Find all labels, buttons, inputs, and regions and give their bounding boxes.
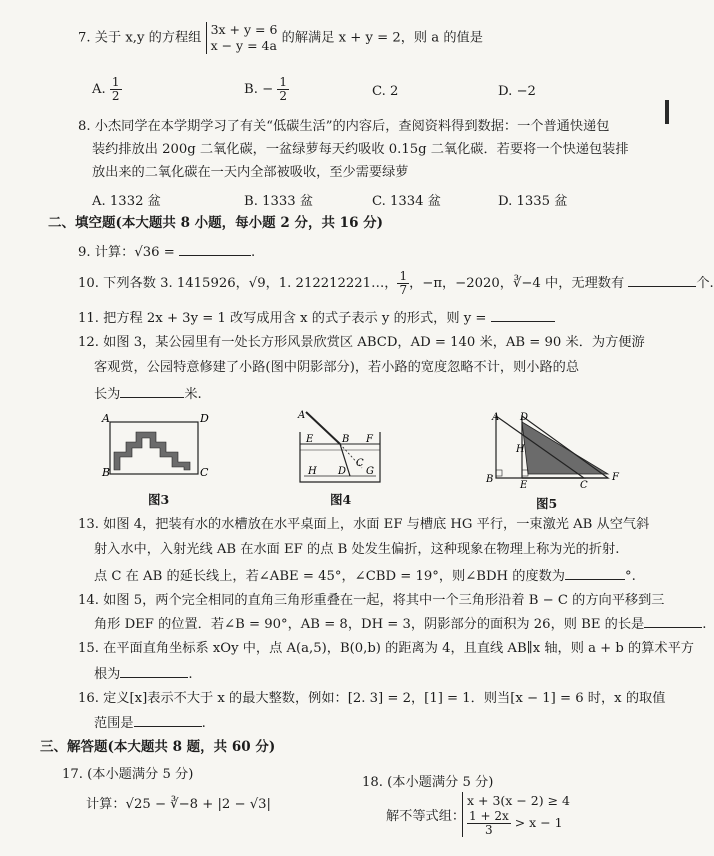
q15-answer-blank[interactable]	[120, 664, 188, 678]
q8-line-2: 装约排放出 200g 二氧化碳，一盆绿萝每天约吸收 0.15g 二氧化碳．若要将一个快递包装排	[92, 142, 629, 157]
q12-line-3	[94, 384, 202, 404]
q18-fraction	[467, 810, 511, 837]
q14-end: .	[702, 617, 707, 632]
q16-answer-blank[interactable]	[134, 713, 202, 727]
q15-line-1: 15. 在平面直角坐标系 xOy 中，点 A(a,5)，B(0,b) 的距离为 4，且直线 AB∥x 轴，则 a + b 的算术平方	[78, 641, 694, 656]
fig4-label-f: F	[366, 434, 373, 445]
q17-heading: 17. (本小题满分 5 分)	[62, 767, 194, 782]
q9-answer-blank[interactable]	[179, 242, 251, 256]
fig5-label-a: A	[492, 412, 500, 423]
q13-line-2: 射入水中，入射光线 AB 在水面 EF 的点 B 处发生偏折，这种现象在物理上称为光的折射.	[94, 542, 620, 557]
q10-text-a: 10. 下列各数 3. 1415926，√9，1. 212212221…，	[78, 276, 398, 291]
q7-option-d: D. −2	[498, 84, 536, 99]
q9-end: .	[250, 245, 256, 260]
fig3-label-b: B	[102, 466, 111, 479]
q16-line-1: 16. 定义[x]表示不大于 x 的最大整数，例如：[2. 3] = 2，[1] = 1．则当[x − 1] = 6 时，x 的取值	[78, 691, 666, 706]
fig4-label-d: D	[338, 466, 347, 477]
q7-equation-system	[206, 22, 278, 54]
q8-option-a: A. 1332 盆	[92, 194, 161, 209]
q10-end: 个.	[696, 276, 714, 291]
fig3-label-d: D	[200, 412, 209, 425]
frac-num: 1	[279, 75, 287, 89]
q16-text: 范围是	[94, 716, 134, 731]
fig4-label-b: B	[342, 434, 350, 445]
q14-line-2	[94, 614, 706, 634]
q11-answer-blank[interactable]	[491, 308, 555, 322]
frac-num: 1 + 2x	[469, 809, 509, 823]
q13-end: °.	[625, 569, 636, 584]
q16-end: .	[201, 716, 206, 731]
q11-text: 11. 把方程 2x + 3y = 1 改写成用含 x 的式子表示 y 的形式，则 y =	[78, 311, 487, 326]
q14-answer-blank[interactable]	[644, 614, 702, 628]
q15-end: .	[188, 667, 193, 682]
q16-line-2	[94, 713, 206, 733]
q8-option-d: D. 1335 盆	[498, 194, 568, 209]
question-7	[78, 22, 483, 54]
figure-5	[484, 408, 624, 491]
q7-eq2: x − y = 4a	[210, 38, 277, 53]
q7-option-b-label: B. −	[244, 82, 274, 97]
q7-eq1: 3x + y = 6	[210, 22, 278, 37]
q12-line-1: 12. 如图 3，某公园里有一处长方形风景欣赏区 ABCD，AD = 140 米，AB = 90 米．为方便游	[78, 335, 645, 350]
q8-option-b: B. 1333 盆	[244, 194, 314, 209]
fig5-label-b: B	[486, 474, 494, 485]
fig4-label-c: C	[356, 458, 364, 469]
figure-4-caption: 图4	[330, 492, 352, 507]
frac-den: 2	[279, 89, 287, 103]
fig5-label-e: E	[520, 480, 528, 491]
q12-text: 长为	[94, 387, 121, 402]
section-3-title: 三、解答题(本大题共 8 题，共 60 分)	[40, 739, 276, 755]
page-edge-mark	[665, 100, 669, 124]
q13-answer-blank[interactable]	[565, 566, 625, 580]
q7-stem-tail: 的解满足 x + y = 2，则 a 的值是	[281, 30, 483, 46]
fig3-label-a: A	[102, 412, 110, 425]
q9-text: 9. 计算：√36 =	[78, 245, 175, 260]
question-11	[78, 308, 555, 328]
fig4-label-e: E	[306, 434, 314, 445]
figure-3	[100, 412, 210, 482]
q18-body	[386, 808, 465, 826]
q7-option-b-fraction	[277, 76, 289, 103]
q10-text-b: ，−π，−2020，∛−4 中，无理数有	[409, 276, 625, 291]
q7-stem: 7. 关于 x,y 的方程组	[78, 30, 202, 46]
q14-text: 角形 DEF 的位置．若∠B = 90°，AB = 8，DH = 3，阴影部分的面积为 26，则 BE 的长是	[94, 617, 645, 632]
figure-5-caption: 图5	[536, 496, 558, 511]
q18-text: 解不等式组：	[386, 809, 466, 824]
q18-heading: 18. (本小题满分 5 分)	[362, 775, 494, 790]
fig5-label-h: H	[516, 444, 525, 455]
q18-ineq-1: x + 3(x − 2) ≥ 4	[467, 793, 570, 808]
q13-line-1: 13. 如图 4，把装有水的水槽放在水平桌面上，水面 EF 与槽底 HG 平行，一束激光 AB 从空气斜	[78, 517, 650, 532]
fig4-label-a: A	[298, 410, 306, 421]
frac-num: 1	[111, 75, 120, 89]
fig5-label-c: C	[580, 480, 588, 491]
fig5-label-f: F	[612, 472, 619, 483]
q8-line-3: 放出来的二氧化碳在一天内全部被吸收，至少需要绿萝	[92, 165, 409, 180]
q18-inequality-system	[462, 792, 570, 837]
q18-ineq-2	[467, 810, 570, 837]
fig3-label-c: C	[200, 466, 209, 479]
q12-line-2: 客观赏，公园特意修建了小路(图中阴影部分)，若小路的宽度忽略不计，则小路的总	[94, 360, 580, 375]
question-10	[78, 270, 714, 297]
q7-option-a-fraction	[110, 76, 122, 103]
frac-den: 7	[399, 283, 408, 297]
q17-expression: 计算：√25 − ∛−8 + |2 − √3|	[86, 797, 271, 812]
question-9	[78, 242, 255, 262]
q12-end: 米.	[184, 387, 202, 402]
q7-option-a	[92, 76, 122, 103]
fig4-label-g: G	[366, 466, 374, 477]
q15-text: 根为	[94, 667, 121, 682]
q7-option-a-label: A.	[92, 82, 106, 97]
q7-option-c: C. 2	[372, 84, 399, 99]
q8-line-1: 8. 小杰同学在本学期学习了有关“低碳生活”的内容后，查阅资料得到数据：一个普通快递包	[78, 119, 610, 134]
q13-text: 点 C 在 AB 的延长线上，若∠ABE = 45°，∠CBD = 19°，则∠BDH 的度数为	[94, 569, 565, 584]
fig4-label-h: H	[308, 466, 317, 477]
q12-answer-blank[interactable]	[120, 384, 184, 398]
frac-den: 3	[485, 823, 493, 837]
section-2-title: 二、填空题(本大题共 8 小题，每小题 2 分，共 16 分)	[48, 215, 384, 231]
q18-ineq-2-tail: > x − 1	[514, 815, 563, 830]
frac-den: 2	[111, 89, 120, 103]
q13-line-3	[94, 566, 636, 586]
q14-line-1: 14. 如图 5，两个完全相同的直角三角形重叠在一起，将其中一个三角形沿着 B − C 的方向平移到三	[78, 593, 665, 608]
q10-fraction	[397, 270, 409, 297]
frac-num: 1	[399, 269, 408, 283]
fig5-label-d: D	[520, 412, 529, 423]
figure-3-caption: 图3	[148, 492, 170, 507]
figure-4	[290, 410, 390, 488]
q7-option-b	[244, 76, 289, 103]
q15-line-2	[94, 664, 193, 684]
q10-answer-blank[interactable]	[628, 273, 696, 287]
q8-option-c: C. 1334 盆	[372, 194, 441, 209]
